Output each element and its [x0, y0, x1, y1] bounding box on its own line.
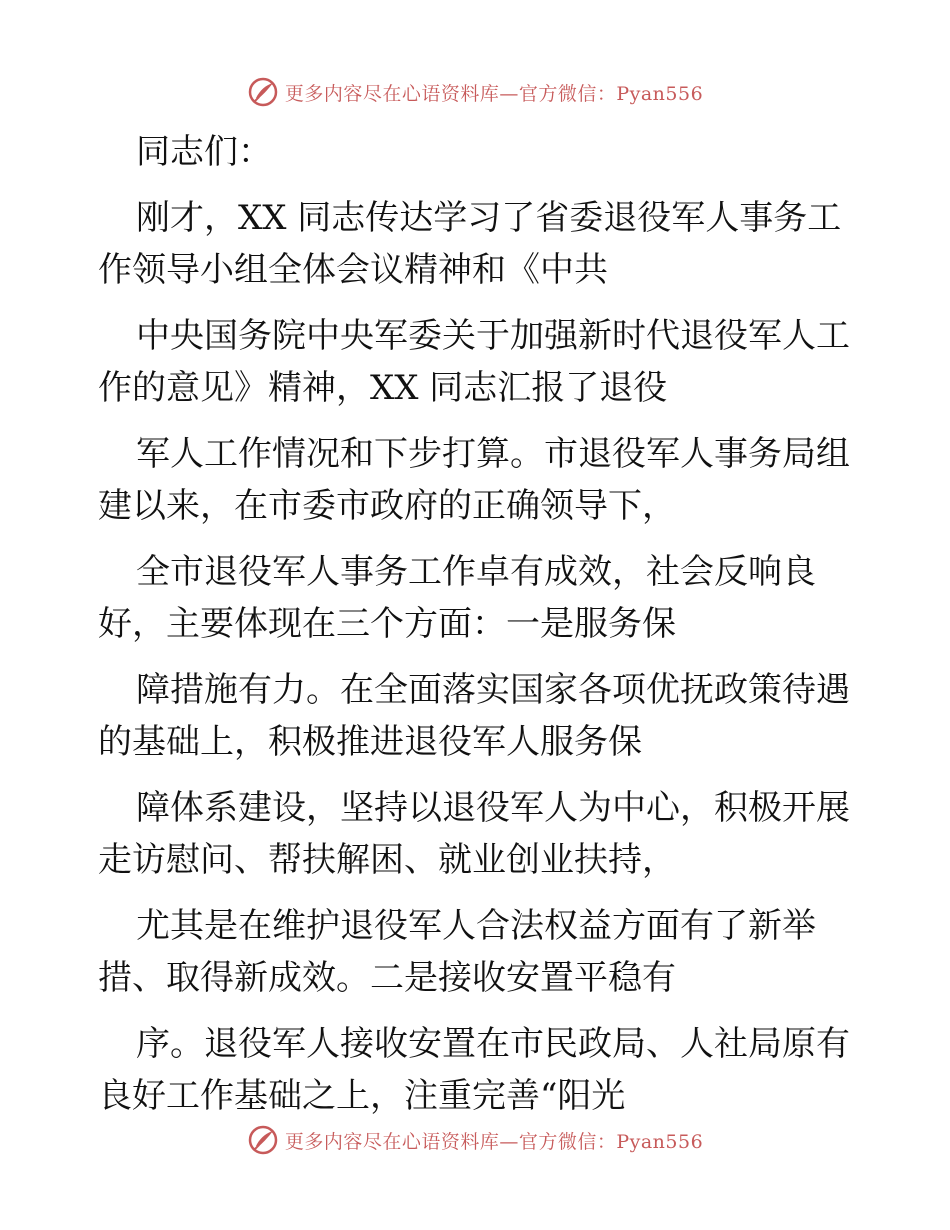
feather-logo-icon — [247, 76, 279, 108]
paragraph-line: 障体系建设，坚持以退役军人为中心，积极开展 — [136, 788, 850, 828]
paragraph-line: 好，主要体现在三个方面：一是服务保 — [98, 604, 676, 644]
salutation: 同志们： — [136, 132, 272, 172]
paragraph-line: 刚才，XX 同志传达学习了省委退役军人事务工 — [136, 198, 842, 238]
paragraph-line: 序。退役军人接收安置在市民政局、人社局原有 — [136, 1024, 850, 1064]
document-body — [98, 126, 858, 1122]
paragraph-line: 的基础上，积极推进退役军人服务保 — [98, 722, 642, 762]
paragraph-line: 建以来，在市委市政府的正确领导下， — [98, 486, 676, 526]
header-watermark — [0, 72, 950, 112]
footer-watermark — [0, 1120, 950, 1160]
paragraph-line: 作领导小组全体会议精神和《中共 — [98, 250, 608, 290]
feather-logo-icon — [247, 1124, 279, 1156]
paragraph-line: 措、取得新成效。二是接收安置平稳有 — [98, 958, 676, 998]
watermark-text: 更多内容尽在心语资料库—官方微信：Pyan556 — [284, 82, 704, 105]
paragraph-line: 全市退役军人事务工作卓有成效，社会反响良 — [136, 552, 816, 592]
paragraph-line: 障措施有力。在全面落实国家各项优抚政策待遇 — [136, 670, 850, 710]
paragraph-line: 中央国务院中央军委关于加强新时代退役军人工 — [136, 316, 850, 356]
watermark-text: 更多内容尽在心语资料库—官方微信：Pyan556 — [284, 1130, 704, 1153]
paragraph-line: 走访慰问、帮扶解困、就业创业扶持， — [98, 840, 676, 880]
paragraph-line: 作的意见》精神，XX 同志汇报了退役 — [98, 368, 668, 408]
paragraph-line: 尤其是在维护退役军人合法权益方面有了新举 — [136, 906, 816, 946]
paragraph-line: 军人工作情况和下步打算。市退役军人事务局组 — [136, 434, 850, 474]
paragraph-line: 良好工作基础之上，注重完善“阳光 — [98, 1076, 626, 1116]
